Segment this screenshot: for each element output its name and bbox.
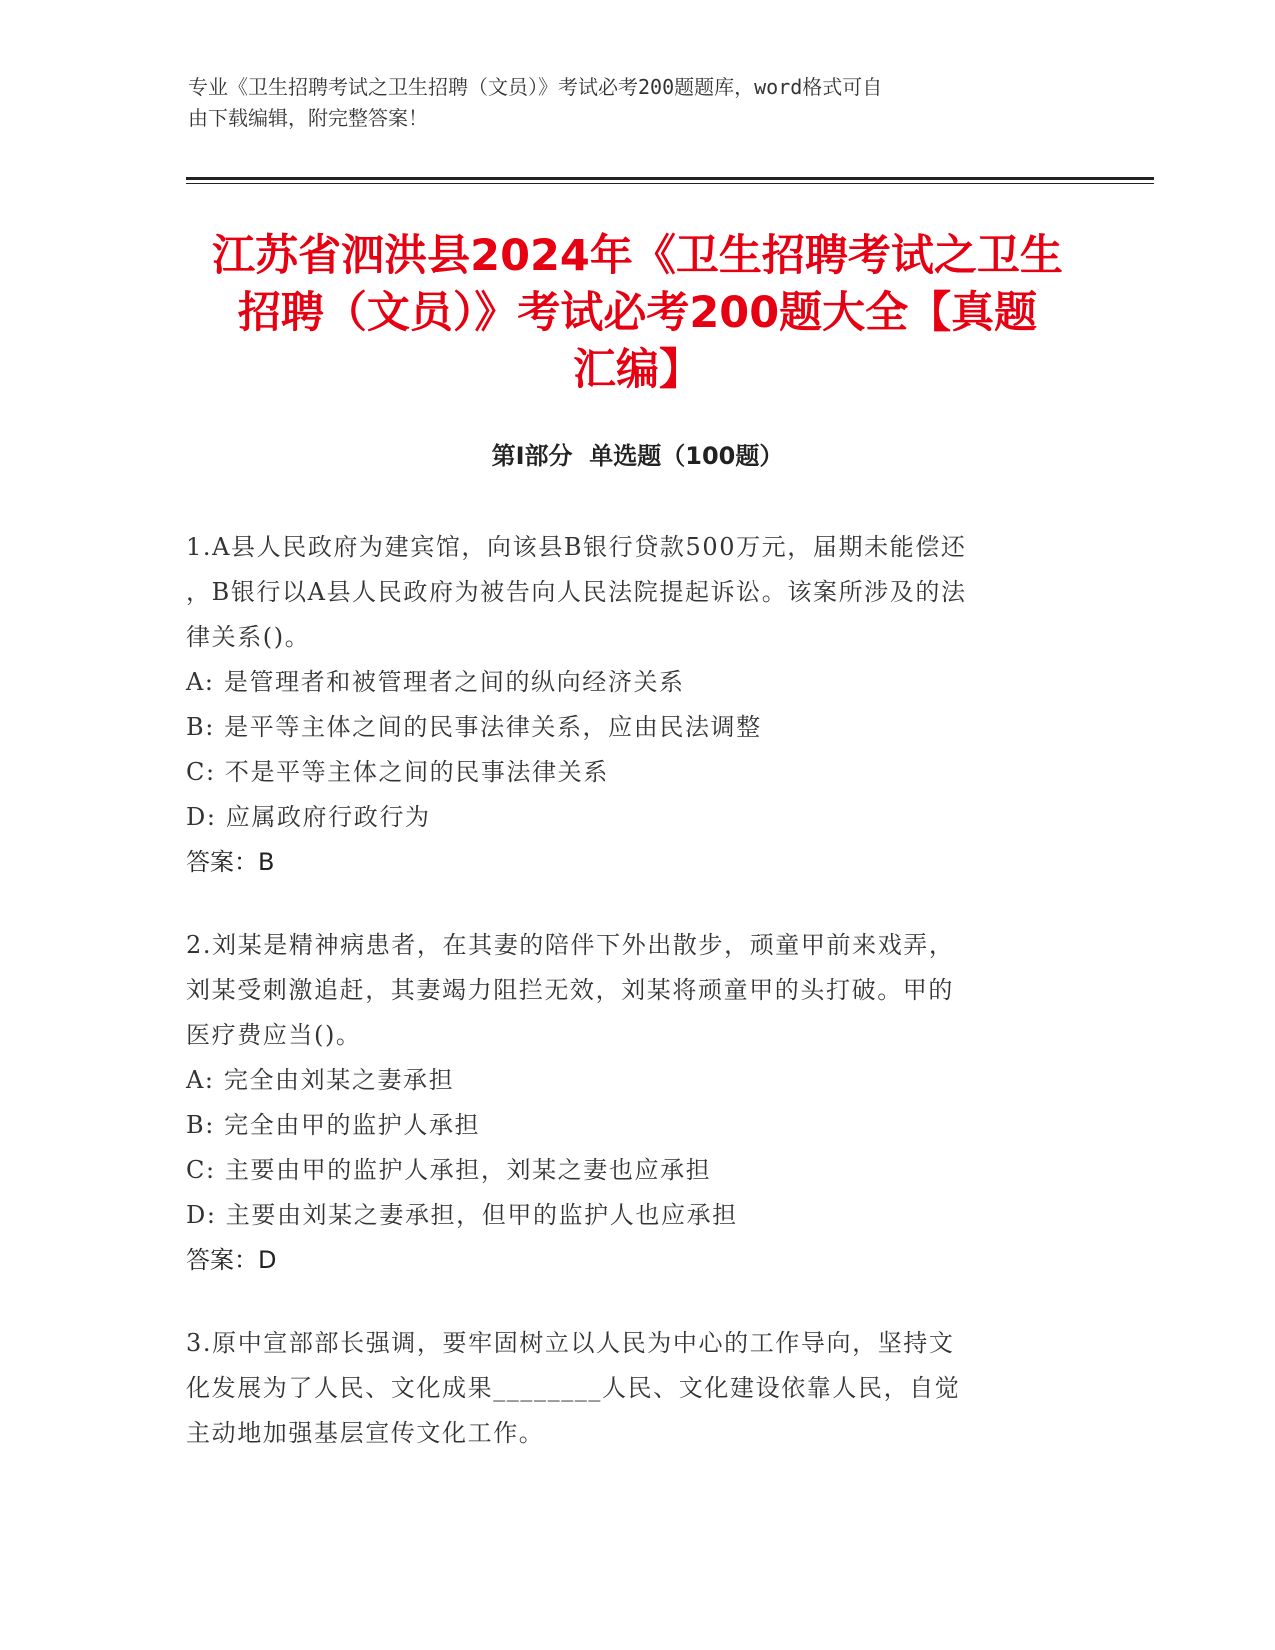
question-stem-line: 2.刘某是精神病患者，在其妻的陪伴下外出散步，顽童甲前来戏弄，: [186, 931, 955, 959]
question-stem-line: 主动地加强基层宣传文化工作。: [186, 1419, 545, 1447]
option-a: A: 完全由刘某之妻承担: [186, 1066, 455, 1094]
question-stem-line: 医疗费应当()。: [186, 1021, 362, 1049]
header-divider-thick: [186, 177, 1154, 180]
question-stem-line: 1.A县人民政府为建宾馆，向该县B银行贷款500万元，届期未能偿还: [186, 533, 967, 561]
option-d: D: 应属政府行政行为: [186, 803, 431, 831]
option-c: C: 不是平等主体之间的民事法律关系: [186, 758, 609, 786]
question-stem-line: ，B银行以A县人民政府为被告向人民法院提起诉讼。该案所涉及的法: [186, 578, 967, 606]
document-title: [170, 228, 1105, 399]
section-heading: 第Ⅰ部分 单选题（100题）: [491, 442, 784, 470]
answer: 答案：B: [186, 848, 275, 876]
option-b: B: 是平等主体之间的民事法律关系，应由民法调整: [186, 713, 762, 741]
question-stem-line: 3.原中宣部部长强调，要牢固树立以人民为中心的工作导向，坚持文: [186, 1329, 955, 1357]
question-1: [186, 525, 1076, 885]
header-divider-thin: [186, 183, 1154, 184]
question-stem-line: 律关系()。: [186, 623, 311, 651]
title-line-3: 汇编】: [573, 345, 702, 395]
answer: 答案：D: [186, 1246, 277, 1274]
intro-line-2: 由下载编辑，附完整答案！: [188, 106, 428, 130]
question-2: [186, 923, 1076, 1283]
option-b: B: 完全由甲的监护人承担: [186, 1111, 481, 1139]
question-list: [186, 525, 1076, 1494]
option-d: D: 主要由刘某之妻承担，但甲的监护人也应承担: [186, 1201, 738, 1229]
question-stem-line: 刘某受刺激追赶，其妻竭力阻拦无效，刘某将顽童甲的头打破。甲的: [186, 976, 954, 1004]
option-a: A: 是管理者和被管理者之间的纵向经济关系: [186, 668, 685, 696]
intro-line-1: 专业《卫生招聘考试之卫生招聘（文员）》考试必考200题题库，word格式可自: [188, 75, 883, 99]
title-line-1: 江苏省泗洪县2024年《卫生招聘考试之卫生: [212, 231, 1063, 281]
question-stem-line: 化发展为了人民、文化成果________人民、文化建设依靠人民，自觉: [186, 1374, 961, 1402]
option-c: C: 主要由甲的监护人承担，刘某之妻也应承担: [186, 1156, 712, 1184]
intro-text: [188, 72, 1088, 134]
question-3: [186, 1321, 1076, 1456]
title-line-2: 招聘（文员）》考试必考200题大全【真题: [237, 288, 1038, 338]
